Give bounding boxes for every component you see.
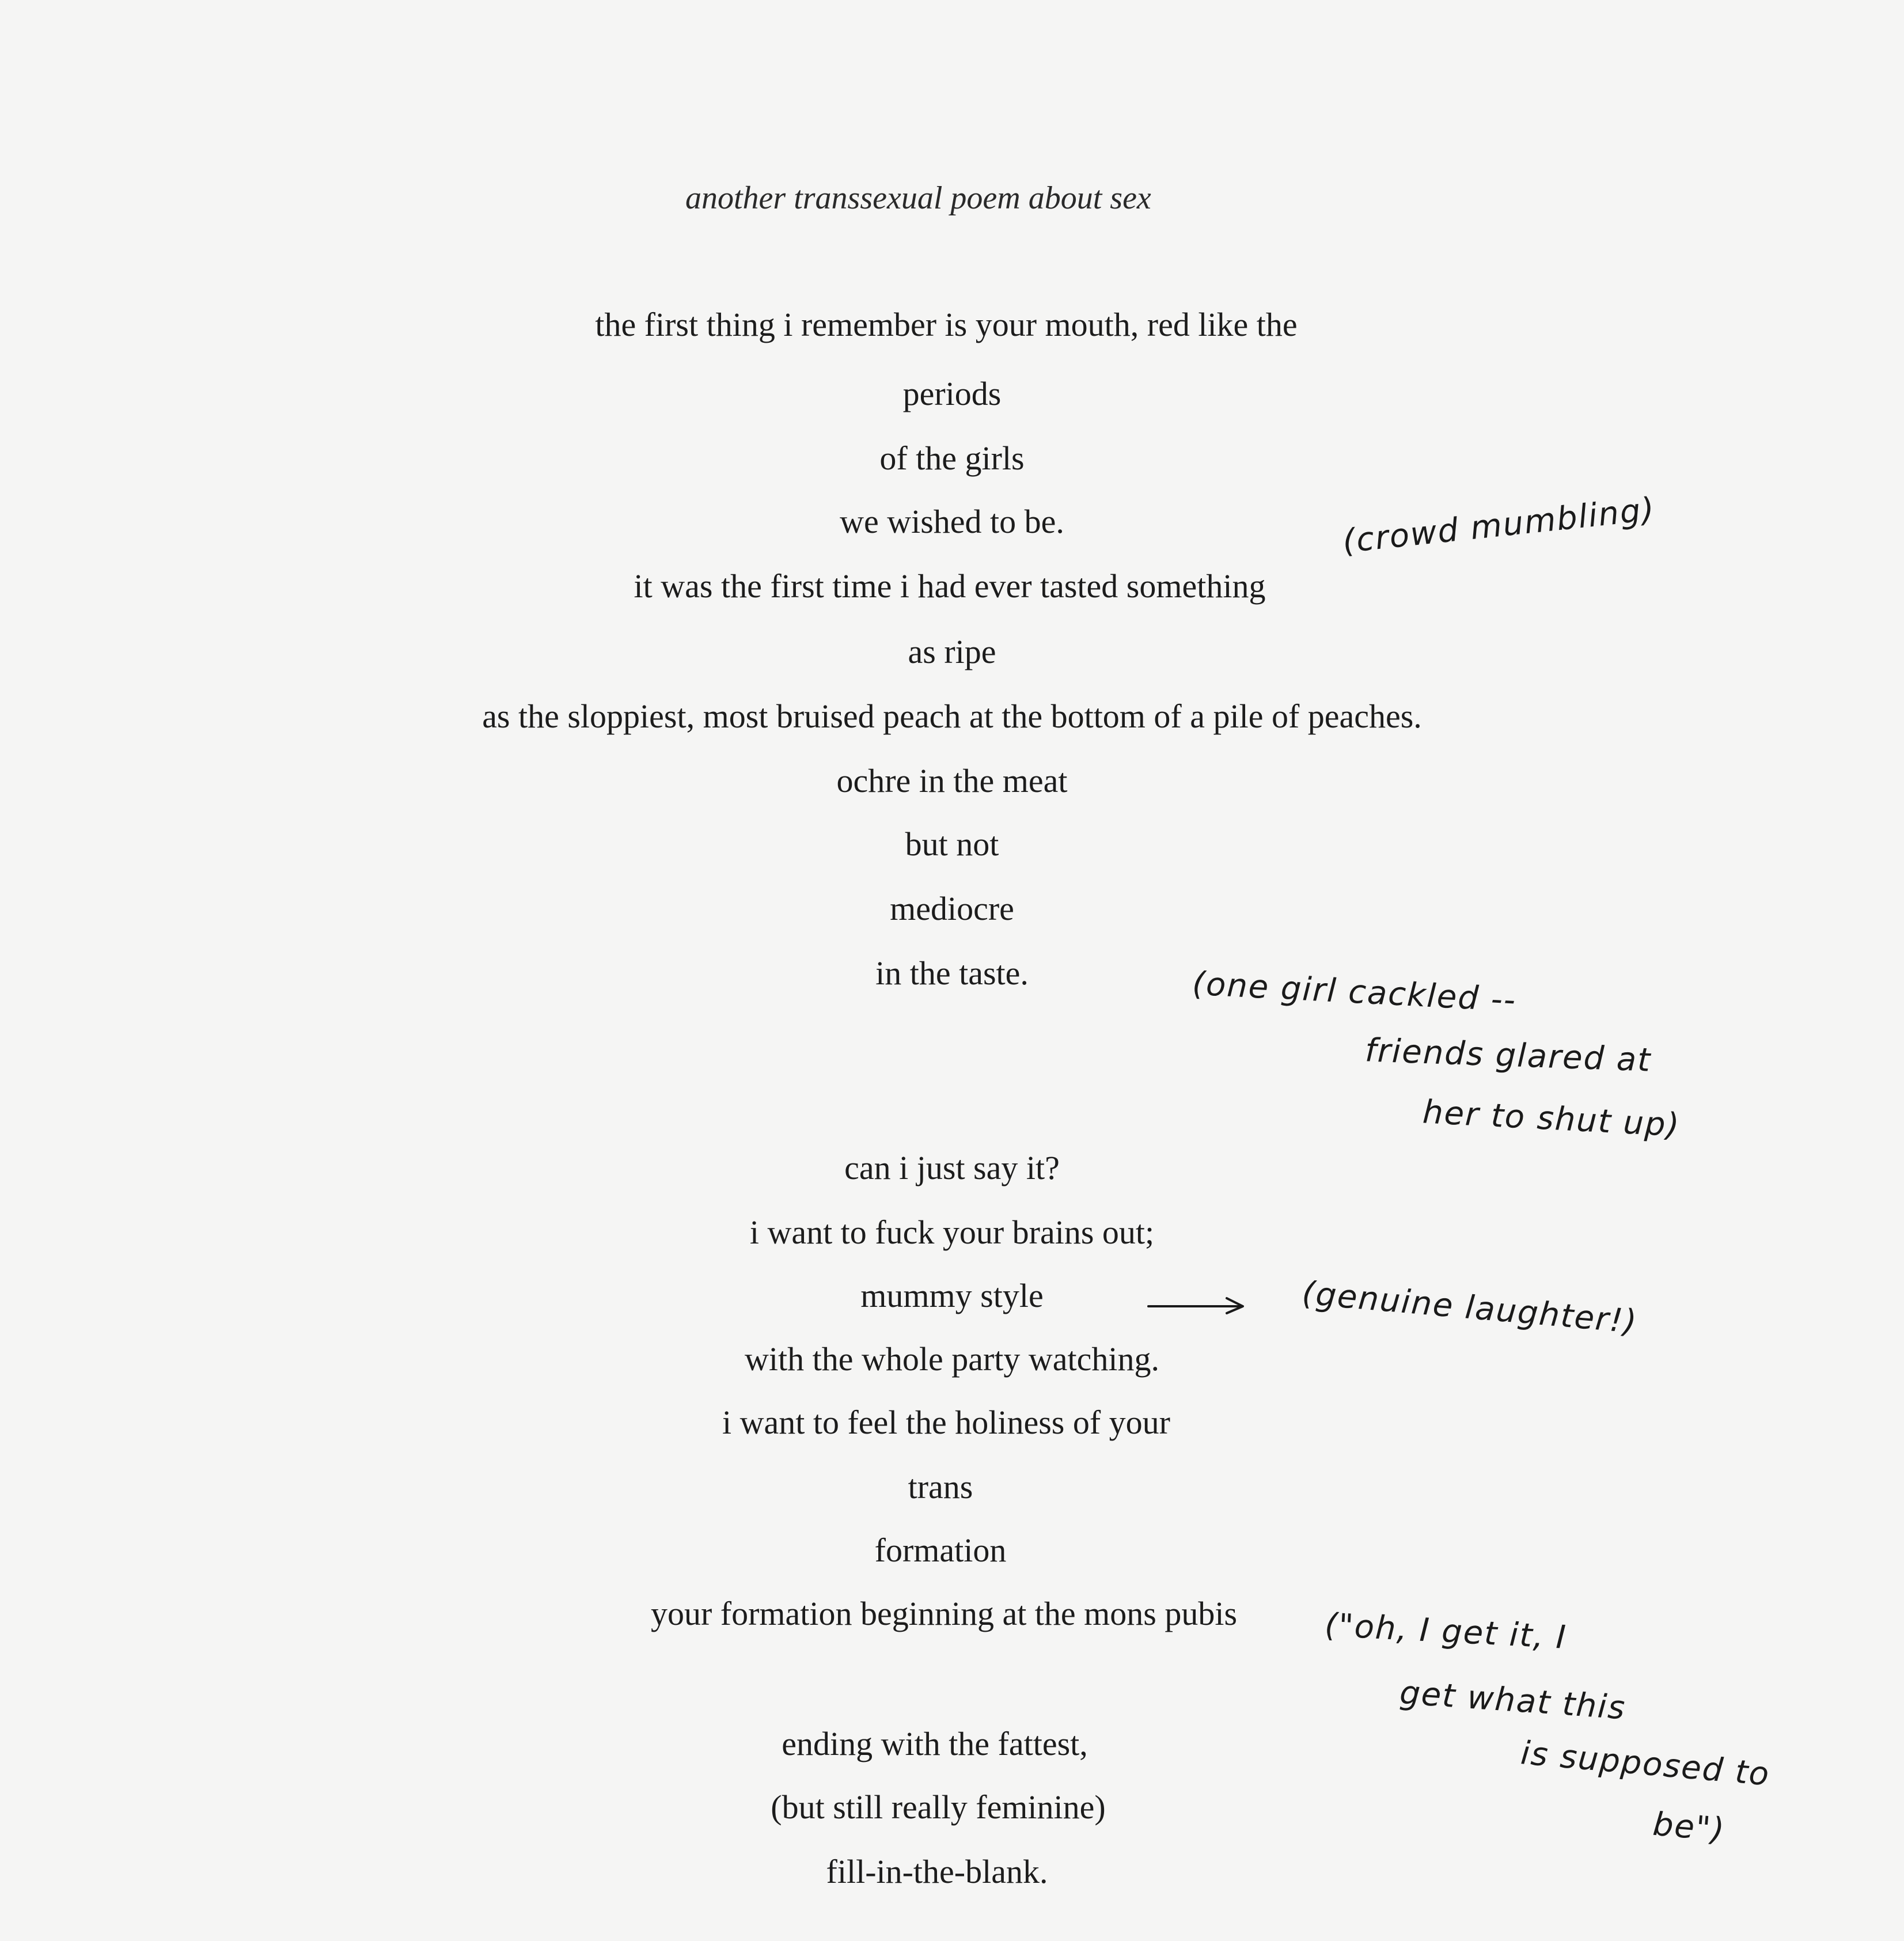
poem-line: i want to fuck your brains out; — [749, 1214, 1155, 1251]
poem-line: fill-in-the-blank. — [826, 1853, 1048, 1890]
handwritten-note-girl: friends glared at — [1364, 1032, 1652, 1079]
poem-line: we wished to be. — [840, 503, 1064, 540]
poem-line: of the girls — [879, 439, 1025, 477]
poem-line: but not — [905, 825, 999, 863]
handwritten-note-crowd: (crowd mumbling) — [1341, 490, 1658, 561]
poem-line: as the sloppiest, most bruised peach at the bottom of a pile of peaches. — [482, 697, 1422, 735]
poem-line: your formation beginning at the mons pubis — [650, 1595, 1238, 1632]
poem-line: it was the first time i had ever tasted something — [634, 567, 1266, 605]
poem-line: trans — [908, 1468, 973, 1506]
poem-line: as ripe — [908, 633, 996, 670]
poem-line: i want to feel the holiness of your — [722, 1404, 1170, 1441]
poem-line: in the taste. — [875, 954, 1029, 992]
handwritten-note-girl: her to shut up) — [1421, 1093, 1681, 1144]
poem-line: can i just say it? — [844, 1149, 1060, 1186]
poem-line: mediocre — [890, 890, 1014, 927]
handwritten-note-getit: is supposed to — [1519, 1734, 1772, 1794]
poem-line: (but still really feminine) — [771, 1788, 1106, 1826]
poem-line: formation — [874, 1531, 1007, 1569]
poem-line: periods — [902, 375, 1002, 412]
poem-line: mummy style — [860, 1277, 1044, 1314]
handwritten-note-girl: (one girl cackled -- — [1191, 965, 1518, 1019]
poem-line: ochre in the meat — [836, 762, 1068, 799]
handwritten-note-laughter: (genuine laughter!) — [1300, 1274, 1640, 1341]
handwritten-note-getit: get what this — [1398, 1674, 1628, 1727]
poem-line: with the whole party watching. — [745, 1340, 1159, 1378]
poem-line: ending with the fattest, — [782, 1725, 1088, 1762]
arrow-icon — [1146, 1294, 1250, 1317]
handwritten-note-getit: ("oh, I get it, I — [1323, 1606, 1568, 1656]
poem-line: the first thing i remember is your mouth, red like the — [595, 306, 1298, 343]
handwritten-note-getit: be") — [1651, 1805, 1727, 1849]
poem-title: another transsexual poem about sex — [685, 180, 1151, 216]
